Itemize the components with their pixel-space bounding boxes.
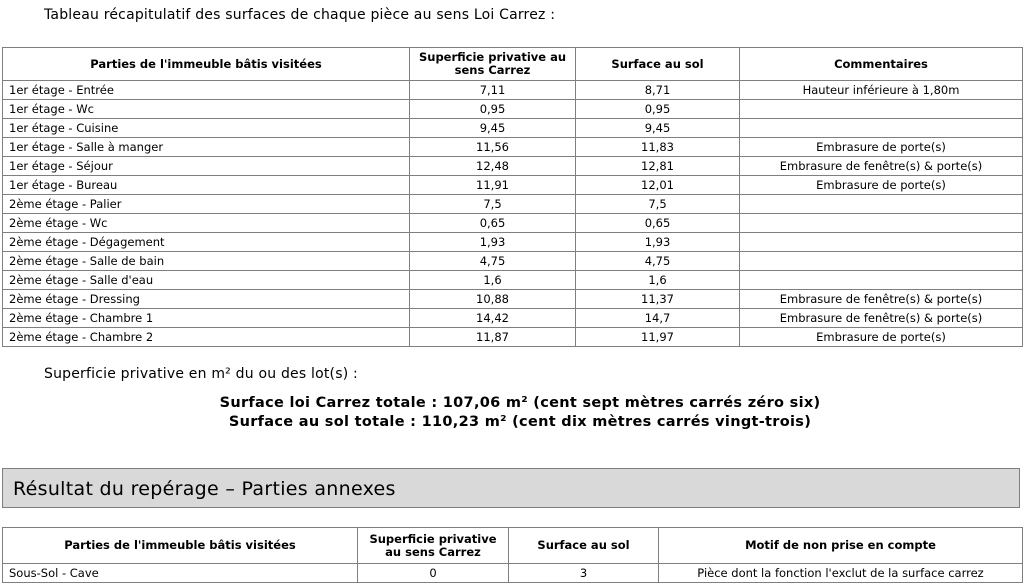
header-ground: Surface au sol bbox=[509, 528, 659, 564]
cell-comment: Embrasure de fenêtre(s) & porte(s) bbox=[740, 157, 1023, 176]
cell-carrez: 0,95 bbox=[410, 100, 576, 119]
cell-part: 1er étage - Entrée bbox=[3, 81, 410, 100]
table-row bbox=[3, 233, 1023, 252]
cell-part: 1er étage - Séjour bbox=[3, 157, 410, 176]
header-part: Parties de l'immeuble bâtis visitées bbox=[3, 48, 410, 81]
cell-comment: Embrasure de fenêtre(s) & porte(s) bbox=[740, 309, 1023, 328]
cell-part: Sous-Sol - Cave bbox=[3, 564, 358, 583]
table-row bbox=[3, 271, 1023, 290]
cell-carrez: 4,75 bbox=[410, 252, 576, 271]
cell-part: 2ème étage - Chambre 1 bbox=[3, 309, 410, 328]
cell-comment: Embrasure de porte(s) bbox=[740, 176, 1023, 195]
cell-carrez: 1,93 bbox=[410, 233, 576, 252]
cell-carrez: 10,88 bbox=[410, 290, 576, 309]
carrez-surface-table bbox=[2, 47, 1023, 347]
cell-ground: 12,01 bbox=[576, 176, 740, 195]
table-row bbox=[3, 157, 1023, 176]
cell-ground: 7,5 bbox=[576, 195, 740, 214]
header-carrez: Superficie privative au sens Carrez bbox=[410, 48, 576, 81]
cell-ground: 9,45 bbox=[576, 119, 740, 138]
annex-surface-table bbox=[2, 527, 1023, 583]
cell-part: 2ème étage - Chambre 2 bbox=[3, 328, 410, 347]
cell-ground: 3 bbox=[509, 564, 659, 583]
cell-ground: 11,97 bbox=[576, 328, 740, 347]
total-ground: Surface au sol totale : 110,23 m² (cent dix mètres carrés vingt-trois) bbox=[228, 414, 812, 430]
table-header-row bbox=[3, 528, 1023, 564]
annex-section-title: Résultat du repérage – Parties annexes bbox=[13, 478, 396, 500]
cell-part: 2ème étage - Salle de bain bbox=[3, 252, 410, 271]
cell-carrez: 1,6 bbox=[410, 271, 576, 290]
cell-ground: 11,37 bbox=[576, 290, 740, 309]
cell-part: 1er étage - Cuisine bbox=[3, 119, 410, 138]
cell-part: 1er étage - Bureau bbox=[3, 176, 410, 195]
cell-carrez: 0,65 bbox=[410, 214, 576, 233]
header-ground: Surface au sol bbox=[576, 48, 740, 81]
table-header-row bbox=[3, 48, 1023, 81]
cell-ground: 11,83 bbox=[576, 138, 740, 157]
cell-comment bbox=[740, 214, 1023, 233]
cell-comment bbox=[740, 252, 1023, 271]
cell-carrez: 12,48 bbox=[410, 157, 576, 176]
total-carrez: Surface loi Carrez totale : 107,06 m² (cent sept mètres carrés zéro six) bbox=[219, 395, 821, 411]
cell-comment bbox=[740, 100, 1023, 119]
cell-comment: Embrasure de porte(s) bbox=[740, 138, 1023, 157]
table-row bbox=[3, 100, 1023, 119]
cell-comment bbox=[740, 195, 1023, 214]
cell-carrez: 0 bbox=[358, 564, 509, 583]
table-row bbox=[3, 176, 1023, 195]
table-row bbox=[3, 138, 1023, 157]
cell-ground: 12,81 bbox=[576, 157, 740, 176]
cell-ground: 8,71 bbox=[576, 81, 740, 100]
table-row bbox=[3, 252, 1023, 271]
cell-ground: 1,6 bbox=[576, 271, 740, 290]
header-part: Parties de l'immeuble bâtis visitées bbox=[3, 528, 358, 564]
cell-carrez: 7,11 bbox=[410, 81, 576, 100]
cell-ground: 0,65 bbox=[576, 214, 740, 233]
cell-ground: 14,7 bbox=[576, 309, 740, 328]
annex-section-banner bbox=[2, 468, 1020, 508]
table-row bbox=[3, 214, 1023, 233]
table-row bbox=[3, 81, 1023, 100]
table-row bbox=[3, 290, 1023, 309]
cell-part: 1er étage - Salle à manger bbox=[3, 138, 410, 157]
cell-carrez: 11,91 bbox=[410, 176, 576, 195]
cell-ground: 1,93 bbox=[576, 233, 740, 252]
cell-carrez: 11,87 bbox=[410, 328, 576, 347]
cell-part: 2ème étage - Palier bbox=[3, 195, 410, 214]
cell-carrez: 14,42 bbox=[410, 309, 576, 328]
annex-table-body bbox=[3, 564, 1023, 583]
cell-reason: Pièce dont la fonction l'exclut de la surface carrez bbox=[659, 564, 1023, 583]
cell-part: 2ème étage - Wc bbox=[3, 214, 410, 233]
table-row bbox=[3, 119, 1023, 138]
cell-part: 1er étage - Wc bbox=[3, 100, 410, 119]
cell-comment bbox=[740, 119, 1023, 138]
table-row bbox=[3, 309, 1023, 328]
header-comments: Commentaires bbox=[740, 48, 1023, 81]
cell-comment bbox=[740, 271, 1023, 290]
cell-comment: Hauteur inférieure à 1,80m bbox=[740, 81, 1023, 100]
cell-ground: 4,75 bbox=[576, 252, 740, 271]
cell-part: 2ème étage - Dégagement bbox=[3, 233, 410, 252]
table-row bbox=[3, 328, 1023, 347]
cell-comment bbox=[740, 233, 1023, 252]
header-reason: Motif de non prise en compte bbox=[659, 528, 1023, 564]
summary-intro: Superficie privative en m² du ou des lot(s) : bbox=[44, 366, 358, 382]
carrez-table-heading: Tableau récapitulatif des surfaces de chaque pièce au sens Loi Carrez : bbox=[44, 7, 556, 23]
cell-carrez: 7,5 bbox=[410, 195, 576, 214]
table-row bbox=[3, 195, 1023, 214]
cell-part: 2ème étage - Salle d'eau bbox=[3, 271, 410, 290]
cell-carrez: 11,56 bbox=[410, 138, 576, 157]
cell-carrez: 9,45 bbox=[410, 119, 576, 138]
carrez-table-body bbox=[3, 81, 1023, 347]
cell-ground: 0,95 bbox=[576, 100, 740, 119]
table-row bbox=[3, 564, 1023, 583]
cell-comment: Embrasure de porte(s) bbox=[740, 328, 1023, 347]
cell-comment: Embrasure de fenêtre(s) & porte(s) bbox=[740, 290, 1023, 309]
header-carrez: Superficie privative au sens Carrez bbox=[358, 528, 509, 564]
cell-part: 2ème étage - Dressing bbox=[3, 290, 410, 309]
